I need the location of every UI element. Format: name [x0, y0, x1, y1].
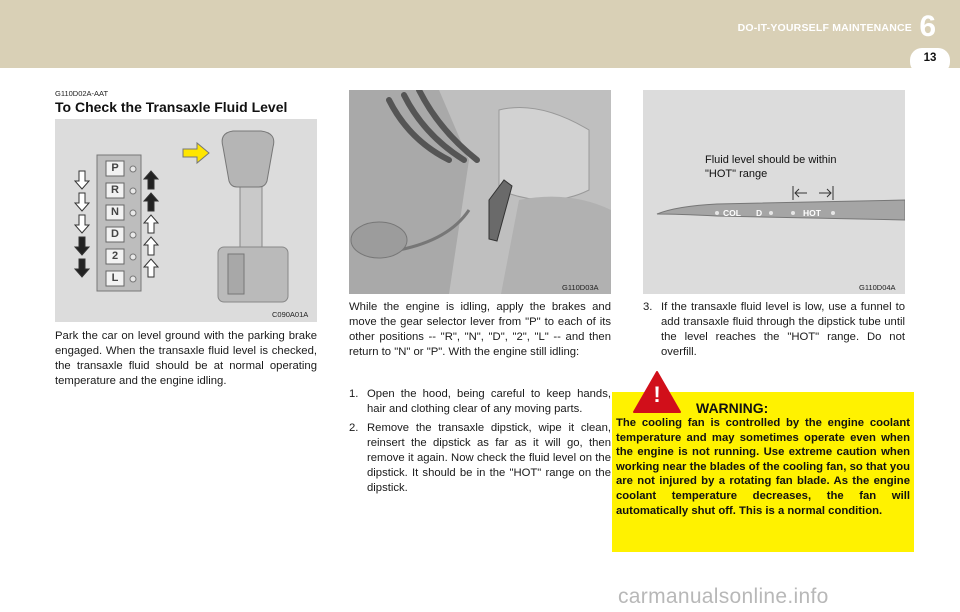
page-number: 13 — [923, 52, 937, 64]
step-number: 3. — [643, 301, 653, 313]
dipstick-label-col: COL — [723, 208, 741, 218]
list-item — [643, 300, 905, 360]
shifter-label-d: D — [111, 228, 119, 240]
dipstick-figure — [643, 90, 905, 294]
section-number: 6 — [919, 10, 936, 43]
section-heading: To Check the Transaxle Fluid Level — [55, 99, 288, 115]
right-steps-list — [643, 300, 905, 364]
step-text: Open the hood, being careful to keep hands, hair and clothing clear of any moving parts. — [367, 388, 611, 415]
step-number: 1. — [349, 388, 359, 400]
dipstick-label-d: D — [756, 208, 763, 218]
watermark: carmanualsonline.info — [618, 585, 829, 608]
figure-caption-middle: G110D03A — [562, 283, 599, 292]
step-text: If the transaxle fluid level is low, use a funnel to add transaxle fluid through the dipstick tube until the level reaches the "HOT" range. Do not overfill. — [661, 301, 905, 358]
warning-box — [612, 382, 914, 552]
middle-paragraph: While the engine is idling, apply the brakes and move the gear selector lever from "P" to each of its other positions -- "R", "N", "D", "2", "L" -- and then return to "N" or "P". With the engine still idling: — [349, 301, 611, 358]
shifter-label-n: N — [111, 206, 119, 218]
shifter-label-l: L — [111, 272, 119, 284]
figure-caption-left: C090A01A — [272, 310, 309, 319]
left-paragraph: Park the car on level ground with the parking brake engaged. When the transaxle fluid level is checked, the transaxle fluid should be at normal operating temperature and the engine idling. — [55, 330, 317, 387]
section-title: DO-IT-YOURSELF MAINTENANCE — [737, 22, 912, 34]
dipstick-label-hot: HOT — [803, 208, 821, 218]
dipstick-callout — [705, 153, 836, 181]
engine-bay-figure — [349, 90, 611, 294]
shifter-label-r: R — [111, 184, 119, 196]
warning-title: WARNING: — [696, 400, 769, 416]
shifter-figure — [55, 119, 317, 322]
step-text: Remove the transaxle dipstick, wipe it clean, reinsert the dipstick as far as it will go, then remove it again. Now check the fluid level on the dipstick. It should be in the "HOT" range on the dipstick. — [367, 422, 611, 494]
shifter-label-p: P — [111, 162, 119, 174]
list-item — [349, 387, 611, 417]
warning-icon-symbol: ! — [653, 382, 661, 407]
callout-line-1: Fluid level should be within — [705, 154, 837, 166]
middle-steps-list — [349, 387, 611, 500]
section-code: G110D02A-AAT — [55, 89, 109, 98]
list-item — [349, 421, 611, 496]
shifter-label-2: 2 — [111, 250, 119, 262]
warning-text: The cooling fan is controlled by the engine coolant temperature and may sometimes operate even when the engine is not running. Use extreme caution when working near the blades of the cooling fan, so that you are not injured by a rotating fan blade. As the engine coolant temperature decreases, the fan will automatically shut off. This is a normal condition. — [616, 417, 910, 517]
step-number: 2. — [349, 422, 359, 434]
callout-line-2: "HOT" range — [705, 168, 768, 180]
gear-shifter-illustration — [55, 119, 317, 322]
header-band — [0, 0, 960, 68]
dipstick-illustration — [643, 90, 905, 294]
warning-icon — [632, 370, 682, 419]
figure-caption-right: G110D04A — [859, 283, 896, 292]
engine-bay-illustration — [349, 90, 611, 294]
